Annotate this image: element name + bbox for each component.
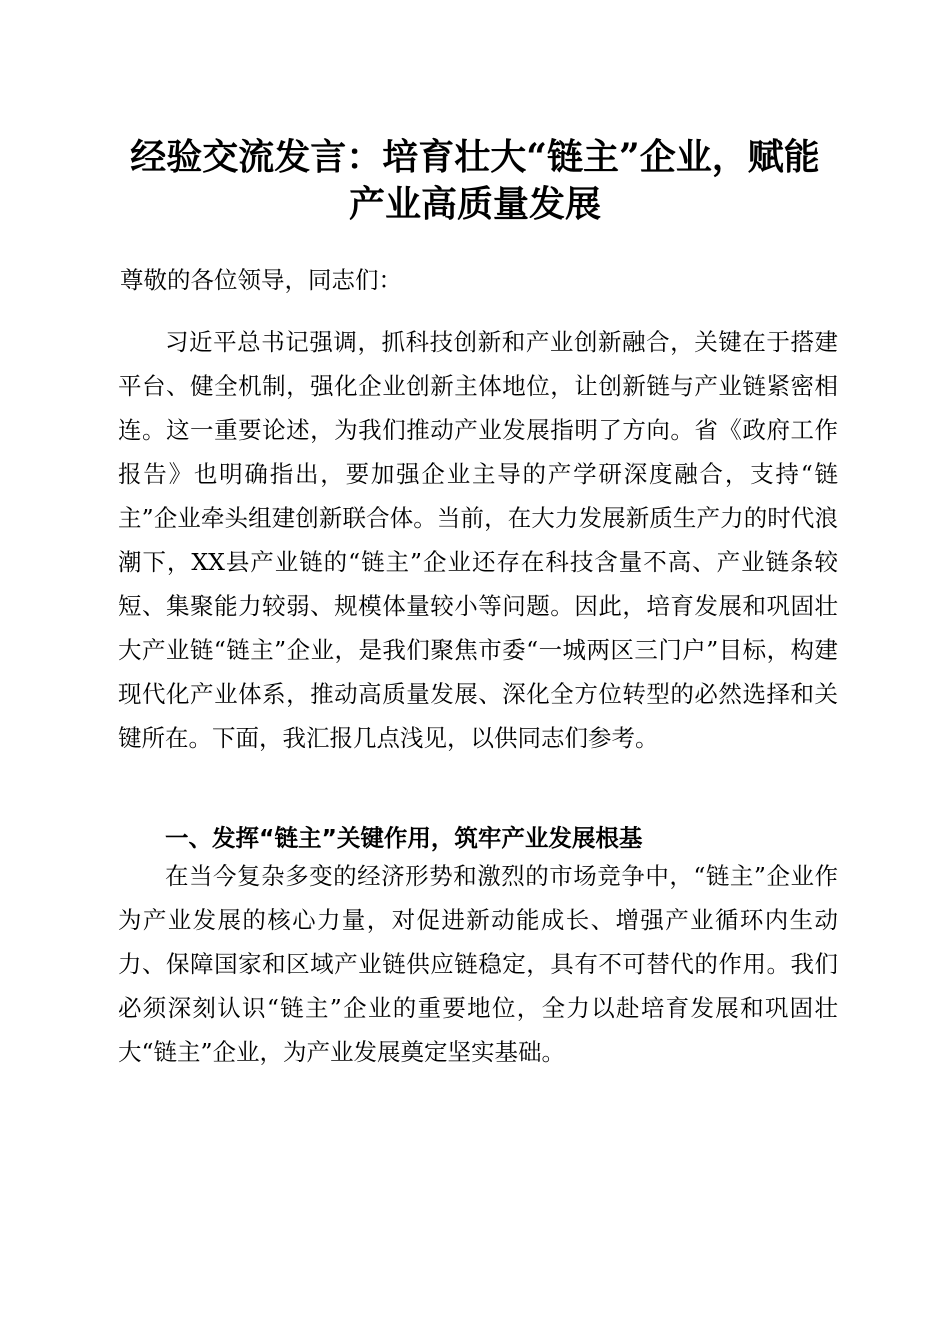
document-title-line-1: 经验交流发言：培育壮大“链主”企业，赋能 (130, 136, 820, 178)
document-title-line-2: 产业高质量发展 (348, 183, 601, 225)
paragraph-intro: 习近平总书记强调，抓科技创新和产业创新融合，关键在于搭建平台、健全机制，强化企业创新主体地位，让创新链与产业链紧密相连。这一重要论述，为我们推动产业发展指明了方向。省《政府工作报告》也明确指出，要加强企业主导的产学研深度融合，支持“链主”企业牵头组建创新联合体。当前，在大力发展新质生产力的时代浪潮下，XX县产业链的“链主”企业还存在科技含量不高、产业链条较短、集聚能力较弱、规模体量较小等问题。因此，培育发展和巩固壮大产业链“链主”企业，是我们聚焦市委“一城两区三门户”目标，构建现代化产业体系，推动高质量发展、深化全方位转型的必然选择和关键所在。下面，我汇报几点浅见，以供同志们参考。 (118, 328, 838, 752)
salutation: 尊敬的各位领导，同志们： (120, 266, 402, 294)
paragraph-section-1: 在当今复杂多变的经济形势和激烈的市场竞争中，“链主”企业作为产业发展的核心力量，对促进新动能成长、增强产业循环内生动力、保障国家和区域产业链供应链稳定，具有不可替代的作用。我们必须深刻认识“链主”企业的重要地位，全力以赴培育发展和巩固壮大“链主”企业，为产业发展奠定坚实基础。 (118, 862, 838, 1066)
section-heading-1: 一、发挥“链主”关键作用，筑牢产业发展根基 (165, 824, 643, 852)
